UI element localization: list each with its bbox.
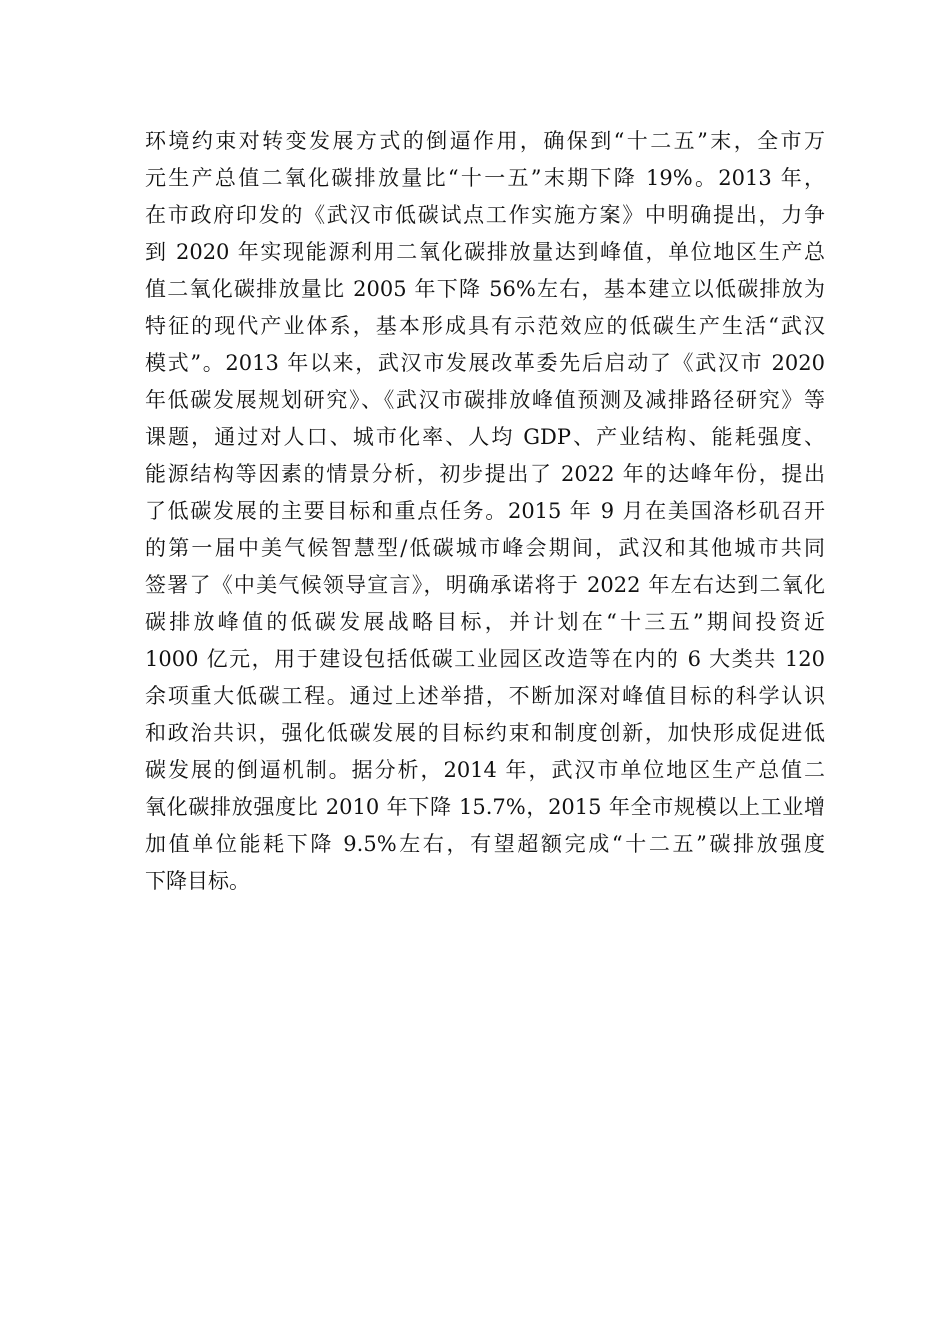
- text-line: 和政治共识，强化低碳发展的目标约束和制度创新，加快形成促进低: [145, 721, 825, 745]
- text-line: 模式”。2013 年以来，武汉市发展改革委先后启动了《武汉市 2020: [145, 351, 825, 375]
- text-line: 特征的现代产业体系，基本形成具有示范效应的低碳生产生活“武汉: [145, 314, 825, 338]
- text-line: 1000 亿元，用于建设包括低碳工业园区改造等在内的 6 大类共 120: [145, 647, 825, 671]
- text-line: 年低碳发展规划研究》、《武汉市碳排放峰值预测及减排路径研究》等: [145, 388, 825, 412]
- text-line: 值二氧化碳排放量比 2005 年下降 56%左右，基本建立以低碳排放为: [145, 277, 825, 301]
- text-line: 碳排放峰值的低碳发展战略目标，并计划在“十三五”期间投资近: [145, 610, 825, 634]
- text-line: 元生产总值二氧化碳排放量比“十一五”末期下降 19%。2013 年，: [145, 166, 825, 190]
- body-paragraph: [145, 123, 825, 900]
- text-line: 了低碳发展的主要目标和重点任务。2015 年 9 月在美国洛杉矶召开: [145, 499, 825, 523]
- text-line: 余项重大低碳工程。通过上述举措，不断加深对峰值目标的科学认识: [145, 684, 825, 708]
- text-line: 到 2020 年实现能源利用二氧化碳排放量达到峰值，单位地区生产总: [145, 240, 825, 264]
- text-line: 下降目标。: [145, 869, 250, 893]
- text-line: 氧化碳排放强度比 2010 年下降 15.7%，2015 年全市规模以上工业增: [145, 795, 825, 819]
- text-line: 的第一届中美气候智慧型/低碳城市峰会期间，武汉和其他城市共同: [145, 536, 825, 560]
- text-line: 在市政府印发的《武汉市低碳试点工作实施方案》中明确提出，力争: [145, 203, 825, 227]
- text-line: 能源结构等因素的情景分析，初步提出了 2022 年的达峰年份，提出: [145, 462, 825, 486]
- text-line: 签署了《中美气候领导宣言》，明确承诺将于 2022 年左右达到二氧化: [145, 573, 825, 597]
- text-line: 环境约束对转变发展方式的倒逼作用，确保到“十二五”末，全市万: [145, 129, 825, 153]
- text-line: 碳发展的倒逼机制。据分析，2014 年，武汉市单位地区生产总值二: [145, 758, 825, 782]
- text-line: 课题，通过对人口、城市化率、人均 GDP、产业结构、能耗强度、: [145, 425, 825, 449]
- text-line: 加值单位能耗下降 9.5%左右，有望超额完成“十二五”碳排放强度: [145, 832, 825, 856]
